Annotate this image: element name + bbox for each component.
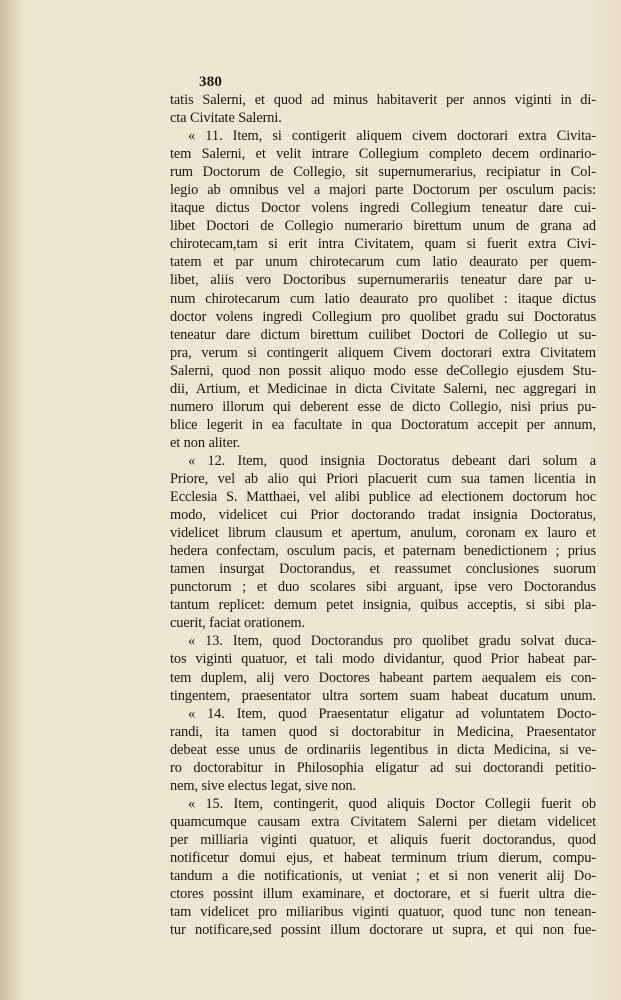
text-line: num chirotecarum cum latio deaurato pro quolibet : itaque dictus xyxy=(170,290,596,307)
text-line: tatis Salerni, et quod ad minus habitaverit per annos viginti in di- xyxy=(170,92,596,108)
text-line: quamcumque causam extra Civitatem Salerni per dietam videlicet xyxy=(170,813,596,830)
text-line: chirotecam,tam si erit intra Civitatem, quam si fuerit extra Civi- xyxy=(170,236,596,253)
text-line: ctores possint illum examinare, et doctorare, et si fuerit ultra die- xyxy=(170,886,596,903)
text-line: tem Salerni, et velit intrare Collegium completo decem ordinario- xyxy=(170,146,596,163)
text-line: doctor volens ingredi Collegium pro quolibet gradu sui Doctoratus xyxy=(170,308,596,325)
text-line: tos viginti quatuor, et tali modo dividantur, quod Prior habeat par- xyxy=(170,651,596,668)
text-line: debeat esse unus de ordinariis legentibus in dicta Medicina, si ve- xyxy=(170,741,596,758)
text-line: rum Doctorum de Collegio, sit supernumerarius, recipiatur in Col- xyxy=(170,164,596,181)
text-line: tatem et par unum chirotecarum cum latio deaurato per quem- xyxy=(170,254,596,271)
text-line: tam videlicet pro miliaribus viginti quatuor, quod tunc non tenean- xyxy=(170,904,596,921)
text-line: « 14. Item, quod Praesentatur eligatur ad voluntatem Docto- xyxy=(188,705,596,722)
text-line: Priore, vel ab alio qui Priori placuerit cum sua tamen licentia in xyxy=(170,470,596,487)
text-line: videlicet librum clausum et apertum, anulum, coronam ex lauro et xyxy=(170,525,596,542)
text-line: dii, Artium, et Medicinae in dicta Civitate Salerni, nec aggregari in xyxy=(170,380,596,397)
text-line: libet Doctori de Collegio numerario birettum unum de grana ad xyxy=(170,218,596,235)
text-line: tandum a die notificationis, ut veniat ; et si non venerit alij Do- xyxy=(170,868,596,885)
text-line: cta Civitate Salerni. xyxy=(170,110,282,127)
text-line: hedera confectam, osculum pacis, et paternam benedictionem ; prius xyxy=(170,543,596,560)
text-line: Salerni, quod non possit aliquo modo esse deCollegio ejusdem Stu- xyxy=(170,362,596,379)
page-number: 380 xyxy=(199,74,223,90)
text-line: per milliaria viginti quatuor, et aliquis fuerit doctorandus, quod xyxy=(170,831,596,848)
text-line: cuerit, faciat orationem. xyxy=(170,615,305,632)
text-line: teneatur dare dictum birettum cuilibet Doctori de Collegio ut su- xyxy=(170,326,596,343)
text-line: nem, sive electus legat, sive non. xyxy=(170,777,357,794)
text-line: libet, aliis vero Doctoribus supernumerariis teneatur dare par u- xyxy=(170,272,596,289)
binding-shadow xyxy=(0,0,22,1000)
text-line: tur notificare,sed possint illum doctorare ut supra, et qui non fue- xyxy=(170,922,596,939)
text-line: tingentem, praesentator ultra sortem suam habeat ducatum unum. xyxy=(170,687,596,704)
text-line: legio ab omnibus vel a majori parte Doctorum per osculum pacis: xyxy=(170,182,596,199)
text-line: notificetur domui ejus, et habeat terminum trium dierum, compu- xyxy=(170,849,596,866)
text-line: blice legerit in ea facultate in qua Doctoratum accepit per annum, xyxy=(170,416,596,433)
text-line: tamen insurgat Doctorandus, et reassumet conclusiones suorum xyxy=(170,561,596,578)
body-text xyxy=(170,91,596,939)
text-line: pra, verum si contingerit aliquem Civem doctorari extra Civitatem xyxy=(170,344,596,361)
text-line: Ecclesia S. Matthaei, vel alibi publice ad electionem doctorum hoc xyxy=(170,489,596,506)
text-line: et non aliter. xyxy=(170,434,241,451)
text-line: « 15. Item, contingerit, quod aliquis Doctor Collegii fuerit ob xyxy=(188,795,596,812)
text-line: « 11. Item, si contigerit aliquem civem doctorari extra Civita- xyxy=(188,128,596,145)
text-line: numero illorum qui deberent esse de dicto Collegio, nisi prius pu- xyxy=(170,398,596,415)
text-line: tantum replicet: demum petet insignia, quibus acceptis, si sibi pla- xyxy=(170,597,596,614)
text-line: « 12. Item, quod insignia Doctoratus debeant dari solum a xyxy=(188,452,596,469)
text-line: ro doctorabitur in Philosophia eligatur ad sui doctorandi petitio- xyxy=(170,759,596,776)
text-line: itaque dictus Doctor volens ingredi Collegium teneatur dare cui- xyxy=(170,200,596,217)
text-line: tem duplem, alij vero Doctores habeant partem aequalem eis con- xyxy=(170,669,596,686)
text-line: modo, videlicet cui Prior doctorando tradat insignia Doctoratus, xyxy=(170,507,596,524)
text-line: randi, ita tamen quod si doctorabitur in Medicina, Praesentator xyxy=(170,723,596,740)
text-line: « 13. Item, quod Doctorandus pro quolibet gradu solvat duca- xyxy=(188,633,596,650)
text-line: punctorum ; et duo scolares sibi arguant, ipse vero Doctorandus xyxy=(170,579,596,596)
